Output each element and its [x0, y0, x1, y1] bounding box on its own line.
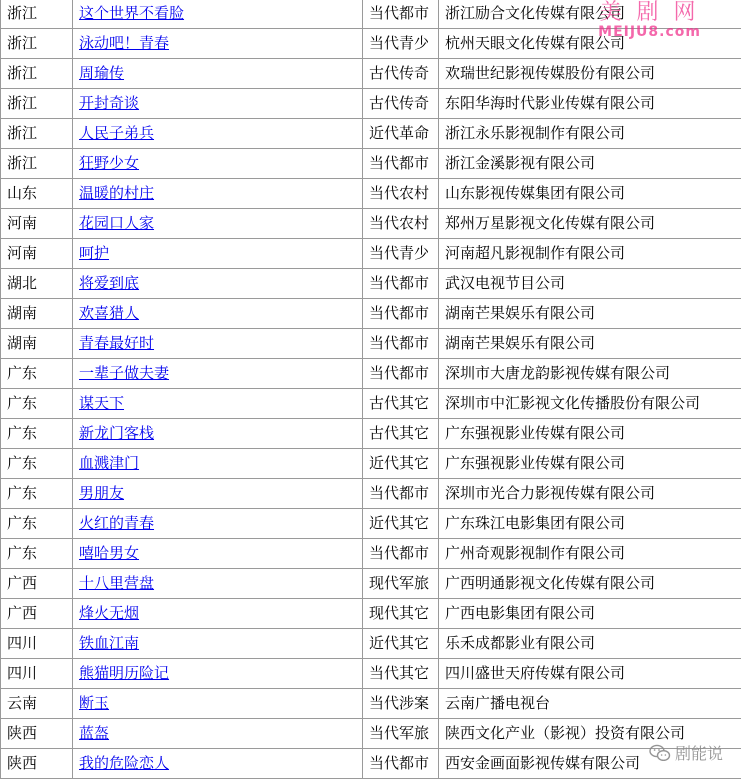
company-cell: 浙江金溪影视有限公司	[439, 149, 741, 179]
title-cell	[73, 179, 363, 209]
company-cell: 乐禾成都影业有限公司	[439, 629, 741, 659]
province-cell: 广东	[1, 389, 73, 419]
company-cell: 广东强视影业传媒有限公司	[439, 419, 741, 449]
province-cell: 浙江	[1, 119, 73, 149]
drama-title-link[interactable]: 铁血江南	[79, 634, 140, 652]
province-cell: 湖南	[1, 329, 73, 359]
company-cell: 湖南芒果娱乐有限公司	[439, 299, 741, 329]
table-row	[1, 119, 741, 149]
title-cell	[73, 719, 363, 749]
table-row	[1, 209, 741, 239]
table-row	[1, 479, 741, 509]
province-cell: 湖南	[1, 299, 73, 329]
genre-cell: 当代都市	[363, 749, 439, 779]
genre-cell: 当代军旅	[363, 719, 439, 749]
company-cell: 深圳市大唐龙韵影视传媒有限公司	[439, 359, 741, 389]
drama-title-link[interactable]: 泳动吧！青春	[79, 34, 170, 52]
drama-title-link[interactable]: 青春最好时	[79, 334, 155, 352]
title-cell	[73, 29, 363, 59]
genre-cell: 近代革命	[363, 119, 439, 149]
company-cell: 杭州天眼文化传媒有限公司	[439, 29, 741, 59]
table-row	[1, 629, 741, 659]
title-cell	[73, 329, 363, 359]
province-cell: 四川	[1, 629, 73, 659]
province-cell: 山东	[1, 179, 73, 209]
province-cell: 河南	[1, 239, 73, 269]
title-cell	[73, 209, 363, 239]
company-cell: 广西明通影视文化传媒有限公司	[439, 569, 741, 599]
province-cell: 广东	[1, 449, 73, 479]
table-row	[1, 29, 741, 59]
table-row	[1, 719, 741, 749]
drama-title-link[interactable]: 这个世界不看脸	[79, 4, 185, 22]
title-cell	[73, 509, 363, 539]
province-cell: 广西	[1, 599, 73, 629]
table-row	[1, 509, 741, 539]
title-cell	[73, 149, 363, 179]
genre-cell: 古代传奇	[363, 59, 439, 89]
company-cell: 浙江励合文化传媒有限公司	[439, 0, 741, 29]
drama-title-link[interactable]: 蓝盔	[79, 724, 110, 742]
table-row	[1, 149, 741, 179]
province-cell: 浙江	[1, 0, 73, 29]
genre-cell: 当代青少	[363, 29, 439, 59]
province-cell: 广东	[1, 479, 73, 509]
province-cell: 湖北	[1, 269, 73, 299]
title-cell	[73, 599, 363, 629]
province-cell: 河南	[1, 209, 73, 239]
drama-title-link[interactable]: 我的危险恋人	[79, 754, 170, 772]
title-cell	[73, 119, 363, 149]
title-cell	[73, 479, 363, 509]
title-cell	[73, 59, 363, 89]
drama-title-link[interactable]: 欢喜猎人	[79, 304, 140, 322]
province-cell: 浙江	[1, 89, 73, 119]
province-cell: 浙江	[1, 29, 73, 59]
company-cell: 郑州万星影视文化传媒有限公司	[439, 209, 741, 239]
company-cell: 河南超凡影视制作有限公司	[439, 239, 741, 269]
province-cell: 广东	[1, 359, 73, 389]
genre-cell: 近代其它	[363, 629, 439, 659]
province-cell: 广东	[1, 419, 73, 449]
company-cell: 湖南芒果娱乐有限公司	[439, 329, 741, 359]
table-row	[1, 0, 741, 29]
title-cell	[73, 749, 363, 779]
company-cell: 深圳市中汇影视文化传播股份有限公司	[439, 389, 741, 419]
title-cell	[73, 359, 363, 389]
title-cell	[73, 449, 363, 479]
table-row	[1, 329, 741, 359]
table-row	[1, 599, 741, 629]
province-cell: 广东	[1, 509, 73, 539]
genre-cell: 当代农村	[363, 179, 439, 209]
drama-title-link[interactable]: 周瑜传	[79, 64, 125, 82]
genre-cell: 当代都市	[363, 0, 439, 29]
drama-title-link[interactable]: 断玉	[79, 694, 110, 712]
drama-title-link[interactable]: 嘻哈男女	[79, 544, 140, 562]
title-cell	[73, 539, 363, 569]
company-cell: 陕西文化产业（影视）投资有限公司	[439, 719, 741, 749]
genre-cell: 近代其它	[363, 509, 439, 539]
drama-title-link[interactable]: 新龙门客栈	[79, 424, 155, 442]
title-cell	[73, 569, 363, 599]
company-cell: 深圳市光合力影视传媒有限公司	[439, 479, 741, 509]
drama-title-link[interactable]: 狂野少女	[79, 154, 140, 172]
drama-title-link[interactable]: 火红的青春	[79, 514, 155, 532]
watermark-meiju-cn: 美 剧 网	[599, 0, 700, 25]
title-cell	[73, 629, 363, 659]
province-cell: 广东	[1, 539, 73, 569]
genre-cell: 当代都市	[363, 329, 439, 359]
title-cell	[73, 0, 363, 29]
province-cell: 广西	[1, 569, 73, 599]
drama-title-link[interactable]: 将爱到底	[79, 274, 140, 292]
company-cell: 四川盛世天府传媒有限公司	[439, 659, 741, 689]
title-cell	[73, 419, 363, 449]
genre-cell: 当代都市	[363, 269, 439, 299]
title-cell	[73, 269, 363, 299]
province-cell: 浙江	[1, 59, 73, 89]
title-cell	[73, 239, 363, 269]
table-row	[1, 569, 741, 599]
drama-title-link[interactable]: 男朋友	[79, 484, 125, 502]
drama-title-link[interactable]: 烽火无烟	[79, 604, 140, 622]
company-cell: 浙江永乐影视制作有限公司	[439, 119, 741, 149]
company-cell: 山东影视传媒集团有限公司	[439, 179, 741, 209]
table-row	[1, 449, 741, 479]
province-cell: 四川	[1, 659, 73, 689]
drama-title-link[interactable]: 十八里营盘	[79, 574, 155, 592]
table-row	[1, 419, 741, 449]
title-cell	[73, 659, 363, 689]
province-cell: 云南	[1, 689, 73, 719]
company-cell: 广西电影集团有限公司	[439, 599, 741, 629]
genre-cell: 近代其它	[363, 449, 439, 479]
company-cell: 西安金画面影视传媒有限公司	[439, 749, 741, 779]
province-cell: 浙江	[1, 149, 73, 179]
drama-title-link[interactable]: 开封奇谈	[79, 94, 140, 112]
genre-cell: 当代都市	[363, 149, 439, 179]
title-cell	[73, 299, 363, 329]
drama-title-link[interactable]: 血溅津门	[79, 454, 140, 472]
table-row	[1, 269, 741, 299]
genre-cell: 当代涉案	[363, 689, 439, 719]
genre-cell: 古代其它	[363, 389, 439, 419]
table-row	[1, 239, 741, 269]
genre-cell: 当代青少	[363, 239, 439, 269]
genre-cell: 当代其它	[363, 659, 439, 689]
drama-title-link[interactable]: 人民子弟兵	[79, 124, 155, 142]
company-cell: 欢瑞世纪影视传媒股份有限公司	[439, 59, 741, 89]
genre-cell: 当代都市	[363, 299, 439, 329]
table-row	[1, 539, 741, 569]
company-cell: 武汉电视节目公司	[439, 269, 741, 299]
watermark-junengshuo-text: 剧能说	[674, 744, 723, 763]
drama-title-link[interactable]: 花园口人家	[79, 214, 155, 232]
table-row	[1, 359, 741, 389]
province-cell: 陕西	[1, 749, 73, 779]
title-cell	[73, 389, 363, 419]
table-row	[1, 389, 741, 419]
table-row	[1, 89, 741, 119]
title-cell	[73, 89, 363, 119]
table-row	[1, 749, 741, 779]
table-row	[1, 59, 741, 89]
table-row	[1, 179, 741, 209]
company-cell: 广东珠江电影集团有限公司	[439, 509, 741, 539]
drama-title-link[interactable]: 呵护	[79, 244, 110, 262]
company-cell: 云南广播电视台	[439, 689, 741, 719]
table-row	[1, 659, 741, 689]
company-cell: 东阳华海时代影业传媒有限公司	[439, 89, 741, 119]
table-row	[1, 689, 741, 719]
genre-cell: 当代都市	[363, 359, 439, 389]
table-body	[1, 0, 741, 779]
genre-cell: 古代其它	[363, 419, 439, 449]
drama-title-link[interactable]: 温暖的村庄	[79, 184, 155, 202]
genre-cell: 古代传奇	[363, 89, 439, 119]
table-row	[1, 299, 741, 329]
company-cell: 广东强视影业传媒有限公司	[439, 449, 741, 479]
company-cell: 广州奇观影视制作有限公司	[439, 539, 741, 569]
drama-title-link[interactable]: 熊猫明历险记	[79, 664, 170, 682]
genre-cell: 当代都市	[363, 539, 439, 569]
genre-cell: 当代都市	[363, 479, 439, 509]
genre-cell: 当代农村	[363, 209, 439, 239]
title-cell	[73, 689, 363, 719]
province-cell: 陕西	[1, 719, 73, 749]
drama-title-link[interactable]: 谋天下	[79, 394, 125, 412]
genre-cell: 现代军旅	[363, 569, 439, 599]
genre-cell: 现代其它	[363, 599, 439, 629]
watermark-meiju-url: MEIJU8.com	[598, 24, 701, 40]
drama-title-link[interactable]: 一辈子做夫妻	[79, 364, 170, 382]
